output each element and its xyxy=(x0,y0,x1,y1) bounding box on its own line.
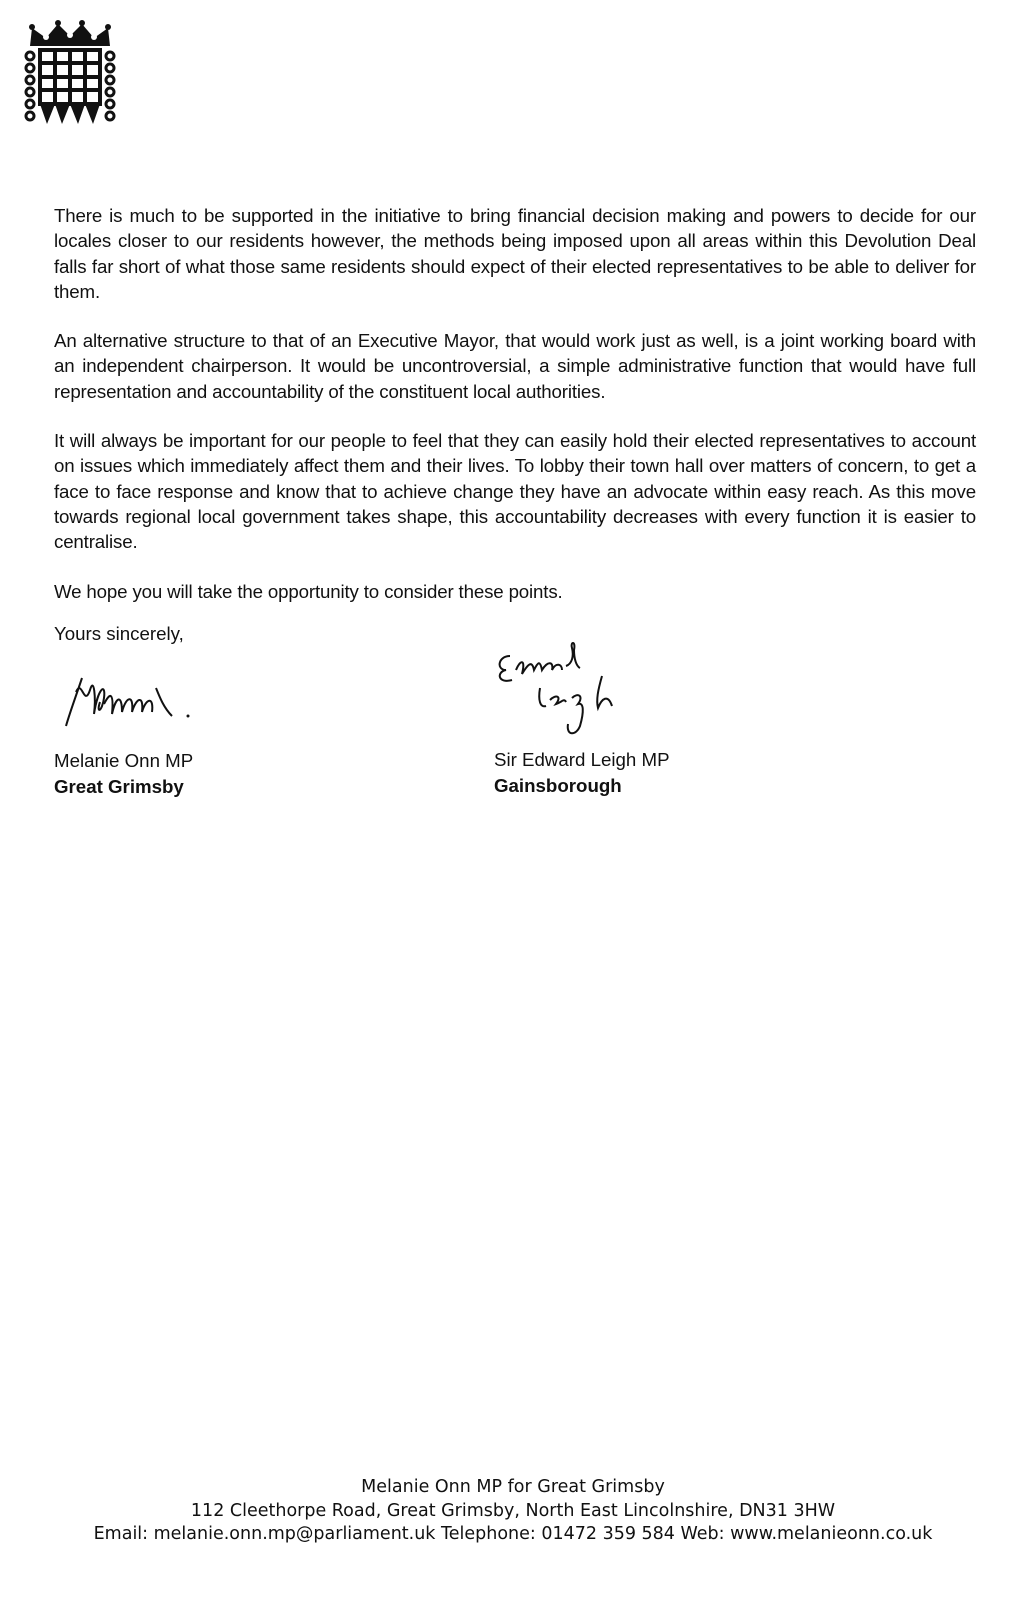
footer-contact-line: Email: melanie.onn.mp@parliament.uk Telephone: 01472 359 584 Web: www.melanieonn.co.uk xyxy=(93,1524,933,1544)
letterhead-footer xyxy=(0,1476,1026,1547)
paragraph-4: We hope you will take the opportunity to consider these points. xyxy=(54,580,563,602)
signature-edward-leigh xyxy=(492,636,632,742)
signatory-block-2 xyxy=(494,747,670,799)
signatory-name: Sir Edward Leigh MP xyxy=(494,749,670,770)
signatory-block-1 xyxy=(54,748,193,800)
signature-melanie-onn xyxy=(60,668,210,730)
letter-body xyxy=(54,203,976,628)
signatory-name: Melanie Onn MP xyxy=(54,750,194,771)
paragraph-1: There is much to be supported in the initiative to bring financial decision making and powers to decide for our locales closer to our residents however, the methods being imposed upon all areas within this Devolution Deal falls far short of what those same residents should expect of their elected representatives to be able to deliver for them. xyxy=(54,205,976,302)
signatory-constituency: Great Grimsby xyxy=(54,776,184,797)
paragraph-2: An alternative structure to that of an Executive Mayor, that would work just as well, is a joint working board with an independent chairperson. It would be uncontroversial, a simple administrative function that would have full representation and accountability of the constituent local authorities. xyxy=(54,330,976,402)
footer-address-line: 112 Cleethorpe Road, Great Grimsby, North East Lincolnshire, DN31 3HW xyxy=(190,1500,836,1521)
paragraph-3: It will always be important for our people to feel that they can easily hold their elected representatives to account on issues which immediately affect them and their lives. To lobby their town hall over matters of concern, to get a face to face response and know that to achieve change they have an advocate within easy reach. As this move towards regional local government takes shape, this accountability decreases with every function it is easier to centralise. xyxy=(54,430,976,553)
footer-mp-line: Melanie Onn MP for Great Grimsby xyxy=(361,1477,665,1497)
closing-salutation: Yours sincerely, xyxy=(54,623,184,644)
signatory-constituency: Gainsborough xyxy=(494,775,622,796)
portcullis-crest-icon xyxy=(22,20,118,128)
